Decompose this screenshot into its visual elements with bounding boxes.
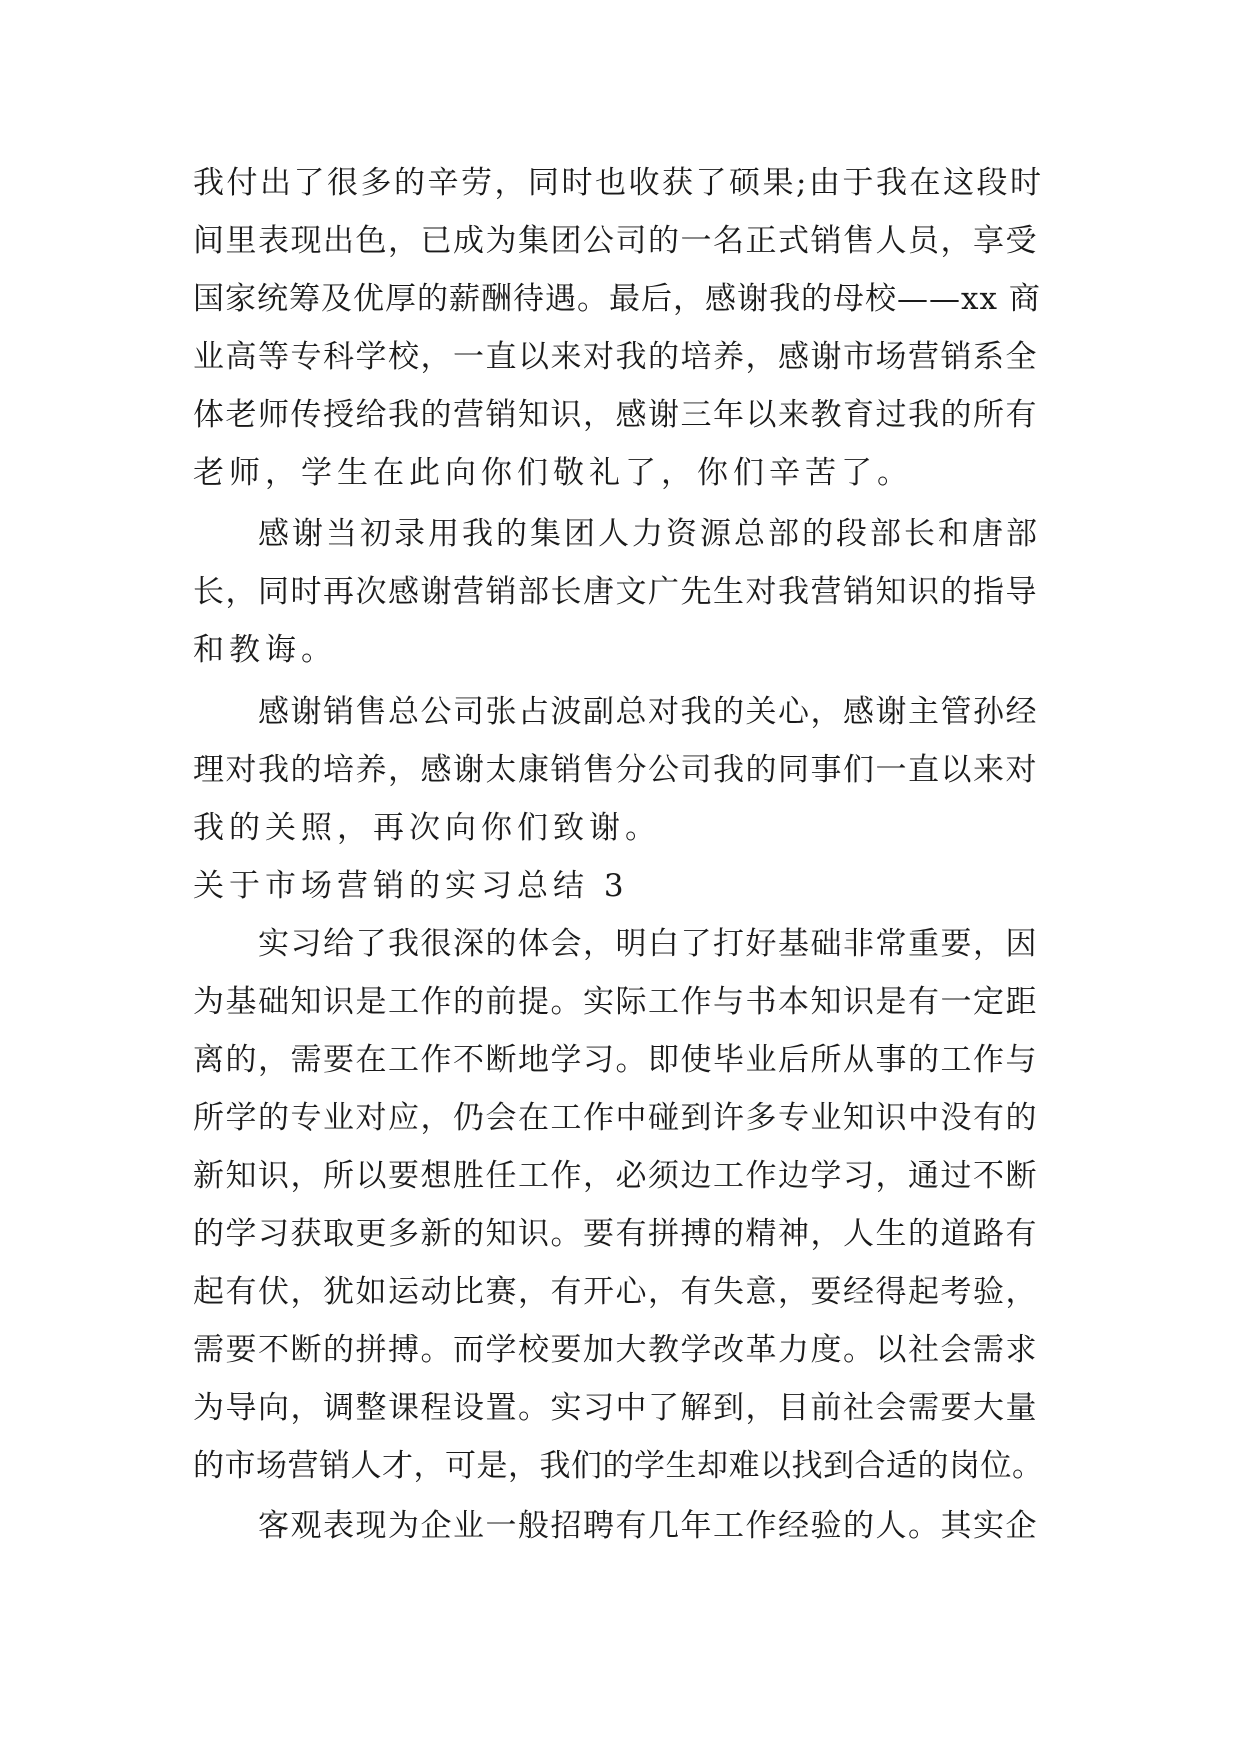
paragraph-4-line-4: 所学的专业对应，仍会在工作中碰到许多专业知识中没有的 (193, 1100, 1038, 1136)
paragraph-4-line-10: 的市场营销人才，可是，我们的学生却难以找到合适的岗位。 (193, 1448, 1044, 1484)
paragraph-1-line-4: 业高等专科学校，一直以来对我的培养，感谢市场营销系全 (193, 339, 1038, 375)
paragraph-1-line-2: 间里表现出色，已成为集团公司的一名正式销售人员，享受 (193, 223, 1038, 259)
paragraph-4-line-8: 需要不断的拼搏。而学校要加大教学改革力度。以社会需求 (193, 1332, 1038, 1368)
paragraph-2-line-3: 和教诲。 (193, 632, 337, 668)
paragraph-2-line-2: 长，同时再次感谢营销部长唐文广先生对我营销知识的指导 (193, 574, 1038, 610)
paragraph-1-line-1: 我付出了很多的辛劳，同时也收获了硕果;由于我在这段时 (193, 165, 1044, 201)
paragraph-1-line-3: 国家统筹及优厚的薪酬待遇。最后，感谢我的母校——xx 商 (193, 281, 1041, 317)
paragraph-3-line-3: 我的关照，再次向你们致谢。 (193, 810, 661, 846)
section-heading: 关于市场营销的实习总结 3 (193, 868, 629, 904)
paragraph-4-line-3: 离的，需要在工作不断地学习。即使毕业后所从事的工作与 (193, 1042, 1038, 1078)
paragraph-1-line-6: 老师，学生在此向你们敬礼了，你们辛苦了。 (193, 455, 913, 491)
paragraph-2-line-1: 感谢当初录用我的集团人力资源总部的段部长和唐部 (258, 516, 1040, 552)
paragraph-4-line-7: 起有伏，犹如运动比赛，有开心，有失意，要经得起考验， (193, 1274, 1038, 1310)
paragraph-3-line-1: 感谢销售总公司张占波副总对我的关心，感谢主管孙经 (258, 694, 1038, 730)
paragraph-4-line-9: 为导向，调整课程设置。实习中了解到，目前社会需要大量 (193, 1390, 1038, 1426)
paragraph-4-line-1: 实习给了我很深的体会，明白了打好基础非常重要，因 (258, 926, 1038, 962)
paragraph-4-line-6: 的学习获取更多新的知识。要有拼搏的精神，人生的道路有 (193, 1216, 1038, 1252)
paragraph-3-line-2: 理对我的培养，感谢太康销售分公司我的同事们一直以来对 (193, 752, 1038, 788)
paragraph-5-line-1: 客观表现为企业一般招聘有几年工作经验的人。其实企 (258, 1508, 1038, 1544)
paragraph-4-line-5: 新知识，所以要想胜任工作，必须边工作边学习，通过不断 (193, 1158, 1038, 1194)
paragraph-1-line-5: 体老师传授给我的营销知识，感谢三年以来教育过我的所有 (193, 397, 1038, 433)
paragraph-4-line-2: 为基础知识是工作的前提。实际工作与书本知识是有一定距 (193, 984, 1038, 1020)
